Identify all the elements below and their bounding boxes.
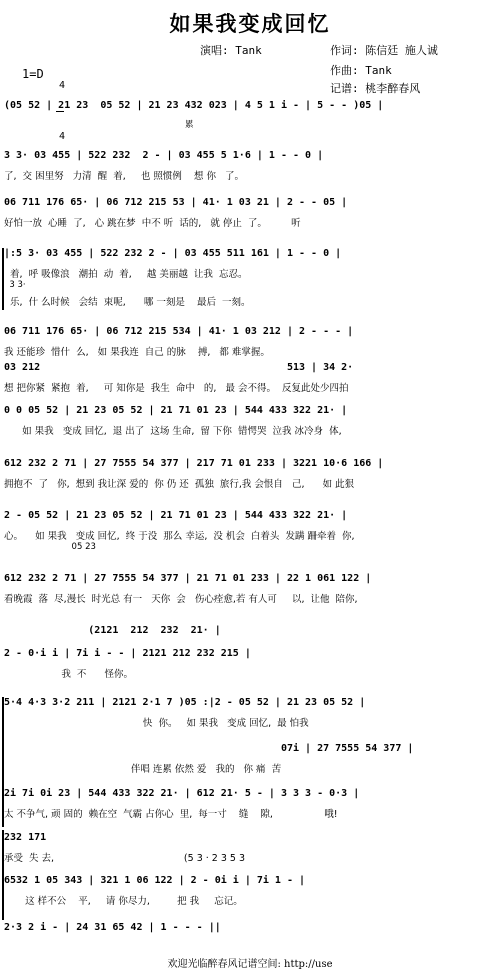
lyric-line: 伴唱 连累 依然 爱 我的 你 痛 苦	[4, 764, 282, 775]
composer-credit: 作曲: Tank	[330, 64, 392, 77]
notation-line: (2121 212 232 21· |	[4, 625, 221, 636]
notation-line: 03 212 513 | 34 2·	[4, 362, 354, 373]
notation-line: 2·3 2 i - | 24 31 65 42 | 1 - - - ||	[4, 922, 221, 933]
notation-line: 2 - 05 52 | 21 23 05 52 | 21 71 01 23 | 544 433 322 21· |	[4, 510, 348, 521]
notation-line: 0 0 05 52 | 21 23 05 52 | 21 71 01 23 | 544 433 322 21· |	[4, 405, 348, 416]
time-signature-bottom: 4	[59, 131, 66, 142]
notation-line: 232 171	[4, 832, 47, 843]
footer-text: 欢迎光临醉春风记谱空间: http://use	[167, 959, 333, 970]
system-brace	[2, 697, 4, 827]
time-signature-top: 4	[59, 80, 66, 91]
notation-line: 2 - 0·i i | 7i i - - | 2121 212 232 215 |	[4, 648, 251, 659]
lyricist-credit: 作词: 陈信廷 施人诚	[330, 44, 438, 57]
lyric-line: 我 还能珍 惜什 么, 如 果我连 自己 的脉 搏, 都 难掌握。	[4, 347, 270, 358]
lyric-line: 拥抱不 了 你, 想到 我让深 爱的 你 仍 还 孤独 旅行,我 会恨自 己, 如 此狠	[4, 479, 355, 490]
lyric-line: 这 样不公 平, 请 你尽力, 把 我 忘记。	[4, 896, 243, 907]
notation-line: 612 232 2 71 | 27 7555 54 377 | 217 71 01 233 | 3221 10·6 166 |	[4, 458, 384, 469]
lyric-line: 我 不 怪你。	[4, 669, 134, 680]
notation-line: 6532 1 05 343 | 321 1 06 122 | 2 - 0i i | 7i 1 - |	[4, 875, 306, 886]
system-brace	[2, 248, 4, 310]
lyric-line: 了, 交 困里努 力清 醒 着, 也 照惯例 想 你 了。	[4, 171, 245, 182]
lyric-line: 3 3·	[4, 280, 26, 290]
key-signature: 1=D	[22, 67, 44, 81]
lyric-line: 想 把你紧 紧抱 着, 可 知你是 我生 命中 的, 最 会不得。 反复此处少四拍	[4, 383, 349, 394]
lyric-line: 心。 如 果我 变成 回忆, 终 于没 那么 幸运, 没 机会 白着头 发蹒 跚牵着 你,	[4, 531, 355, 542]
lyric-line: 着, 呼 吸像浪 潮拍 动 着, 越 美丽越 让我 忘忍。	[4, 269, 248, 280]
notation-line: 5·4 4·3 3·2 211 | 2121 2·1 7 )05 :|2 - 05 52 | 21 23 05 52 |	[4, 697, 366, 708]
notation-line: (05 52 | 21 23 05 52 | 21 23 432 023 | 4 5 1 i - | 5 - - )05 |	[4, 100, 384, 111]
notation-line: 06 711 176 65· | 06 712 215 53 | 41· 1 03 21 | 2 - - 05 |	[4, 197, 348, 208]
system-brace	[2, 830, 4, 920]
lyric-line: 太 不争气, 顽 固的 赖在空 气霸 占你心 里, 每一寸 缝 隙, 哦!	[4, 809, 338, 820]
score-title: 如果我变成回忆	[169, 11, 331, 36]
notation-line: 07i | 27 7555 54 377 |	[4, 743, 414, 754]
lyric-line: 累	[4, 120, 194, 130]
lyric-line: 如 果我 变成 回忆, 退 出了 这场 生命, 留 下你 错愕哭 泣我 冰冷身 体,	[4, 426, 342, 437]
lyric-line: 快 你。 如 果我 变成 回忆, 最 怕我	[4, 718, 309, 729]
notation-line: 612 232 2 71 | 27 7555 54 377 | 21 71 01 233 | 22 1 061 122 |	[4, 573, 372, 584]
transcriber-credit: 记谱: 桃李醉春风	[330, 82, 421, 95]
singer-credit: 演唱: Tank	[200, 44, 262, 57]
lyric-line: 承受 失 去, (5 3 · 2 3 5 3	[4, 853, 246, 864]
notation-line: |:5 3· 03 455 | 522 232 2 - | 03 455 511 161 | 1 - - 0 |	[4, 248, 342, 259]
notation-line: 3 3· 03 455 | 522 232 2 - | 03 455 5 1·6 | 1 - - 0 |	[4, 150, 324, 161]
lyric-line: 好怕一放 心睡 了, 心 跳在梦 中不 听 话的, 就 停止 了。 听	[4, 218, 301, 229]
lyric-line: 看晚霞 落 尽,漫长 时光总 有一 天你 会 伤心痊愈,若 有人可 以, 让他 陪你,	[4, 594, 358, 605]
notation-line: 06 711 176 65· | 06 712 215 534 | 41· 1 03 212 | 2 - - - |	[4, 326, 354, 337]
notation-line: 2i 7i 0i 23 | 544 433 322 21· | 612 21· 5 - | 3 3 3 - 0·3 |	[4, 788, 360, 799]
lyric-line: 乐, 什 么时候 会结 束呢, 哪 一刻是 最后 一刻。	[4, 297, 251, 308]
lyric-line: 05 23	[4, 542, 96, 552]
time-signature-line	[56, 111, 64, 112]
